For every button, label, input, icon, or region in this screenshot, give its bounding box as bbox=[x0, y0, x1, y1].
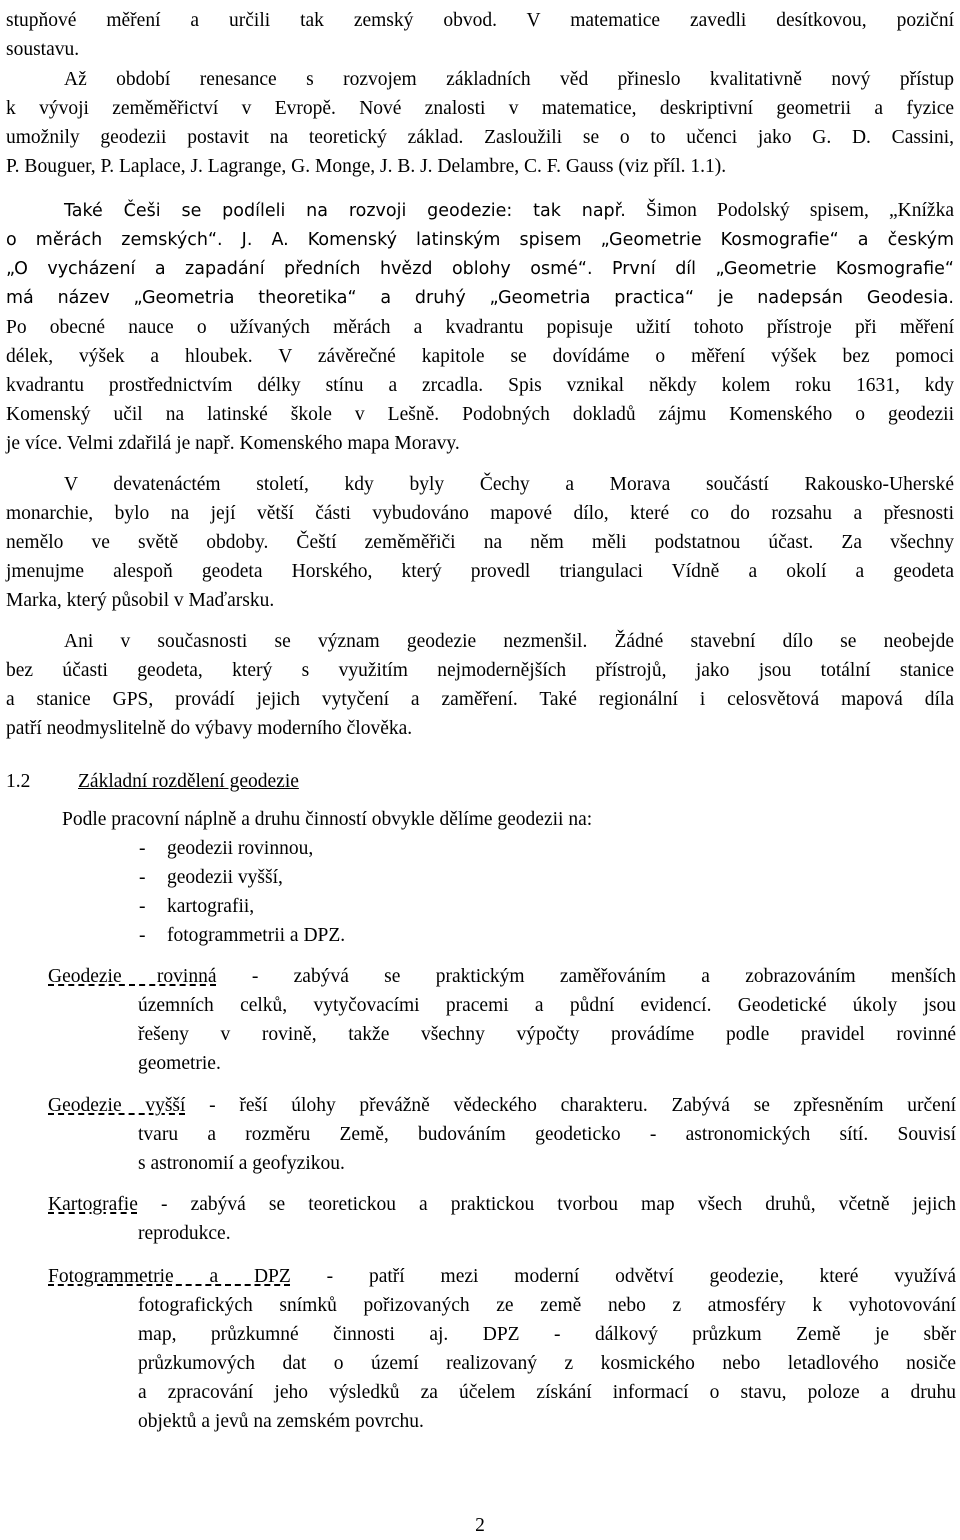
text-line: průzkumových dat o území realizovaný z kosmického nebo letadlového nosiče bbox=[138, 1353, 956, 1374]
text-line: územních celků, vytyčovacími pracemi a půdní evidencí. Geodetické úkoly jsou bbox=[138, 995, 956, 1016]
definition-fotogrammetrie-dpz bbox=[48, 1262, 956, 1436]
geodesy-division-list bbox=[139, 834, 345, 950]
text-line: monarchie, bylo na její větší části vybudováno mapové dílo, které co do rozsahu a přesnosti bbox=[6, 503, 954, 524]
text-line: Komenský učil na latinské škole v Lešně. Podobných dokladů zájmu Komenského o geodezii bbox=[6, 404, 954, 425]
paragraph-renaissance bbox=[6, 65, 954, 181]
text-line: Až období renesance s rozvojem základních věd přineslo kvalitativně nový přístup bbox=[64, 69, 954, 90]
definition-kartografie bbox=[48, 1190, 956, 1248]
text-line: o měrách zemských“. J. A. Komenský latinským spisem „Geometrie Kosmografie“ a českým bbox=[6, 230, 954, 250]
term: Fotogrammetrie a DPZ bbox=[48, 1266, 291, 1287]
definition-geodezie-vyssi bbox=[48, 1091, 956, 1178]
list-item: - kartografii, bbox=[139, 896, 255, 917]
section-number: 1.2 bbox=[6, 771, 31, 792]
section-heading bbox=[6, 767, 299, 796]
text-line: soustavu. bbox=[6, 39, 80, 60]
text-line: fotografických snímků pořizovaných ze země nebo z atmosféry k vyhotovování bbox=[138, 1295, 956, 1316]
text-line: reprodukce. bbox=[138, 1223, 231, 1244]
text-line: Kartografie - zabývá se teoretickou a praktickou tvorbou map všech druhů, včetně jejich bbox=[48, 1194, 956, 1215]
text-line: stupňové měření a určili tak zemský obvod. V matematice zavedli desítkovou, poziční bbox=[6, 10, 954, 31]
text-line: Také Češi se podíleli na rozvoji geodezie: tak např. Šimon Podolský spisem, „Knížka bbox=[64, 200, 954, 221]
list-item: - geodezii rovinnou, bbox=[139, 838, 314, 859]
paragraph-present-day bbox=[6, 627, 954, 743]
text-line: „O vycházení a zapadání předních hvězd oblohy osmé“. První díl „Geometrie Kosmografie“ bbox=[6, 259, 954, 279]
text-line: objektů a jevů na zemském povrchu. bbox=[138, 1411, 424, 1432]
text-line: Ani v současnosti se význam geodezie nezmenšil. Žádné stavební dílo se neobejde bbox=[64, 631, 954, 652]
text-line: Geodezie vyšší - řeší úlohy převážně vědeckého charakteru. Zabývá se zpřesněním určení bbox=[48, 1095, 956, 1116]
text-line: V devatenáctém století, kdy byly Čechy a Morava součástí Rakousko-Uherské bbox=[64, 474, 954, 495]
paragraph-19th-century bbox=[6, 470, 954, 615]
text-line: kvadrantu prostřednictvím délky stínu a zrcadla. Spis vznikal někdy kolem roku 1631, kdy bbox=[6, 375, 954, 396]
text-line: P. Bouguer, P. Laplace, J. Lagrange, G. Monge, J. B. J. Delambre, C. F. Gauss (viz příl. 1.1). bbox=[6, 156, 727, 177]
term: Kartografie bbox=[48, 1194, 138, 1215]
text-line: Fotogrammetrie a DPZ - patří mezi moderní odvětví geodezie, které využívá bbox=[48, 1266, 956, 1287]
text-line: a zpracování jeho výsledků za účelem získání informací o stavu, poloze a druhu bbox=[138, 1382, 956, 1403]
text-line: k vývoji zeměměřictví v Evropě. Nové znalosti v matematice, deskriptivní geometrii a fyzice bbox=[6, 98, 954, 119]
text-line: Geodezie rovinná - zabývá se praktickým zaměřováním a zobrazováním menších bbox=[48, 966, 957, 987]
text-line: tvaru a rozměru Země, budováním geodeticko - astronomických sítí. Souvisí bbox=[138, 1124, 956, 1145]
list-item: - fotogrammetrii a DPZ. bbox=[139, 925, 346, 946]
text-line: nemělo ve světě obdoby. Čeští zeměměřiči na něm měli podstatnou účast. Za všechny bbox=[6, 532, 954, 553]
definition-geodezie-rovinna bbox=[48, 962, 956, 1078]
term: Geodezie vyšší bbox=[48, 1095, 186, 1116]
text-line: Po obecné nauce o užívaných měrách a kvadrantu popisuje užití tohoto přístroje při měření bbox=[6, 317, 954, 338]
list-item: - geodezii vyšší, bbox=[139, 867, 283, 888]
page-number: 2 bbox=[475, 1515, 485, 1536]
section-title: Základní rozdělení geodezie bbox=[78, 771, 299, 792]
text-line: geometrie. bbox=[138, 1053, 221, 1074]
text-line: s astronomií a geofyzikou. bbox=[138, 1153, 345, 1174]
text-line: patří neodmyslitelně do výbavy moderního člověka. bbox=[6, 718, 413, 739]
text-line: má název „Geometria theoretika“ a druhý „Geometria practica“ je nadepsán Geodesia. bbox=[6, 288, 954, 308]
text-line: je více. Velmi zdařilá je např. Komenského mapa Moravy. bbox=[6, 433, 460, 454]
paragraph-czech-contributions bbox=[6, 196, 954, 458]
paragraph-top-continuation bbox=[6, 6, 954, 64]
text-line: a stanice GPS, provádí jejich vytyčení a zaměření. Také regionální i celosvětová mapová díla bbox=[6, 689, 954, 710]
text-line: délek, výšek a hloubek. V závěrečné kapitole se dovídáme o měření výšek bez pomoci bbox=[6, 346, 954, 367]
section-lead: Podle pracovní náplně a druhu činností obvykle dělíme geodezii na: bbox=[62, 809, 593, 830]
text-line: jmenujme alespoň geodeta Horského, který provedl triangulaci Vídně a okolí a geodeta bbox=[6, 561, 954, 582]
text-line: map, průzkumné činnosti aj. DPZ - dálkový průzkum Země je sběr bbox=[138, 1324, 956, 1345]
text-line: umožnily geodezii postavit na teoretický základ. Zasloužili se o to učenci jako G. D. Cassini, bbox=[6, 127, 954, 148]
text-line: Marka, který působil v Maďarsku. bbox=[6, 590, 275, 611]
text-line: bez účasti geodeta, který s využitím nejmodernějších přístrojů, jako jsou totální stanice bbox=[6, 660, 954, 681]
term: Geodezie rovinná bbox=[48, 966, 217, 987]
text-line: řešeny v rovině, takže všechny výpočty provádíme podle pravidel rovinné bbox=[138, 1024, 956, 1045]
